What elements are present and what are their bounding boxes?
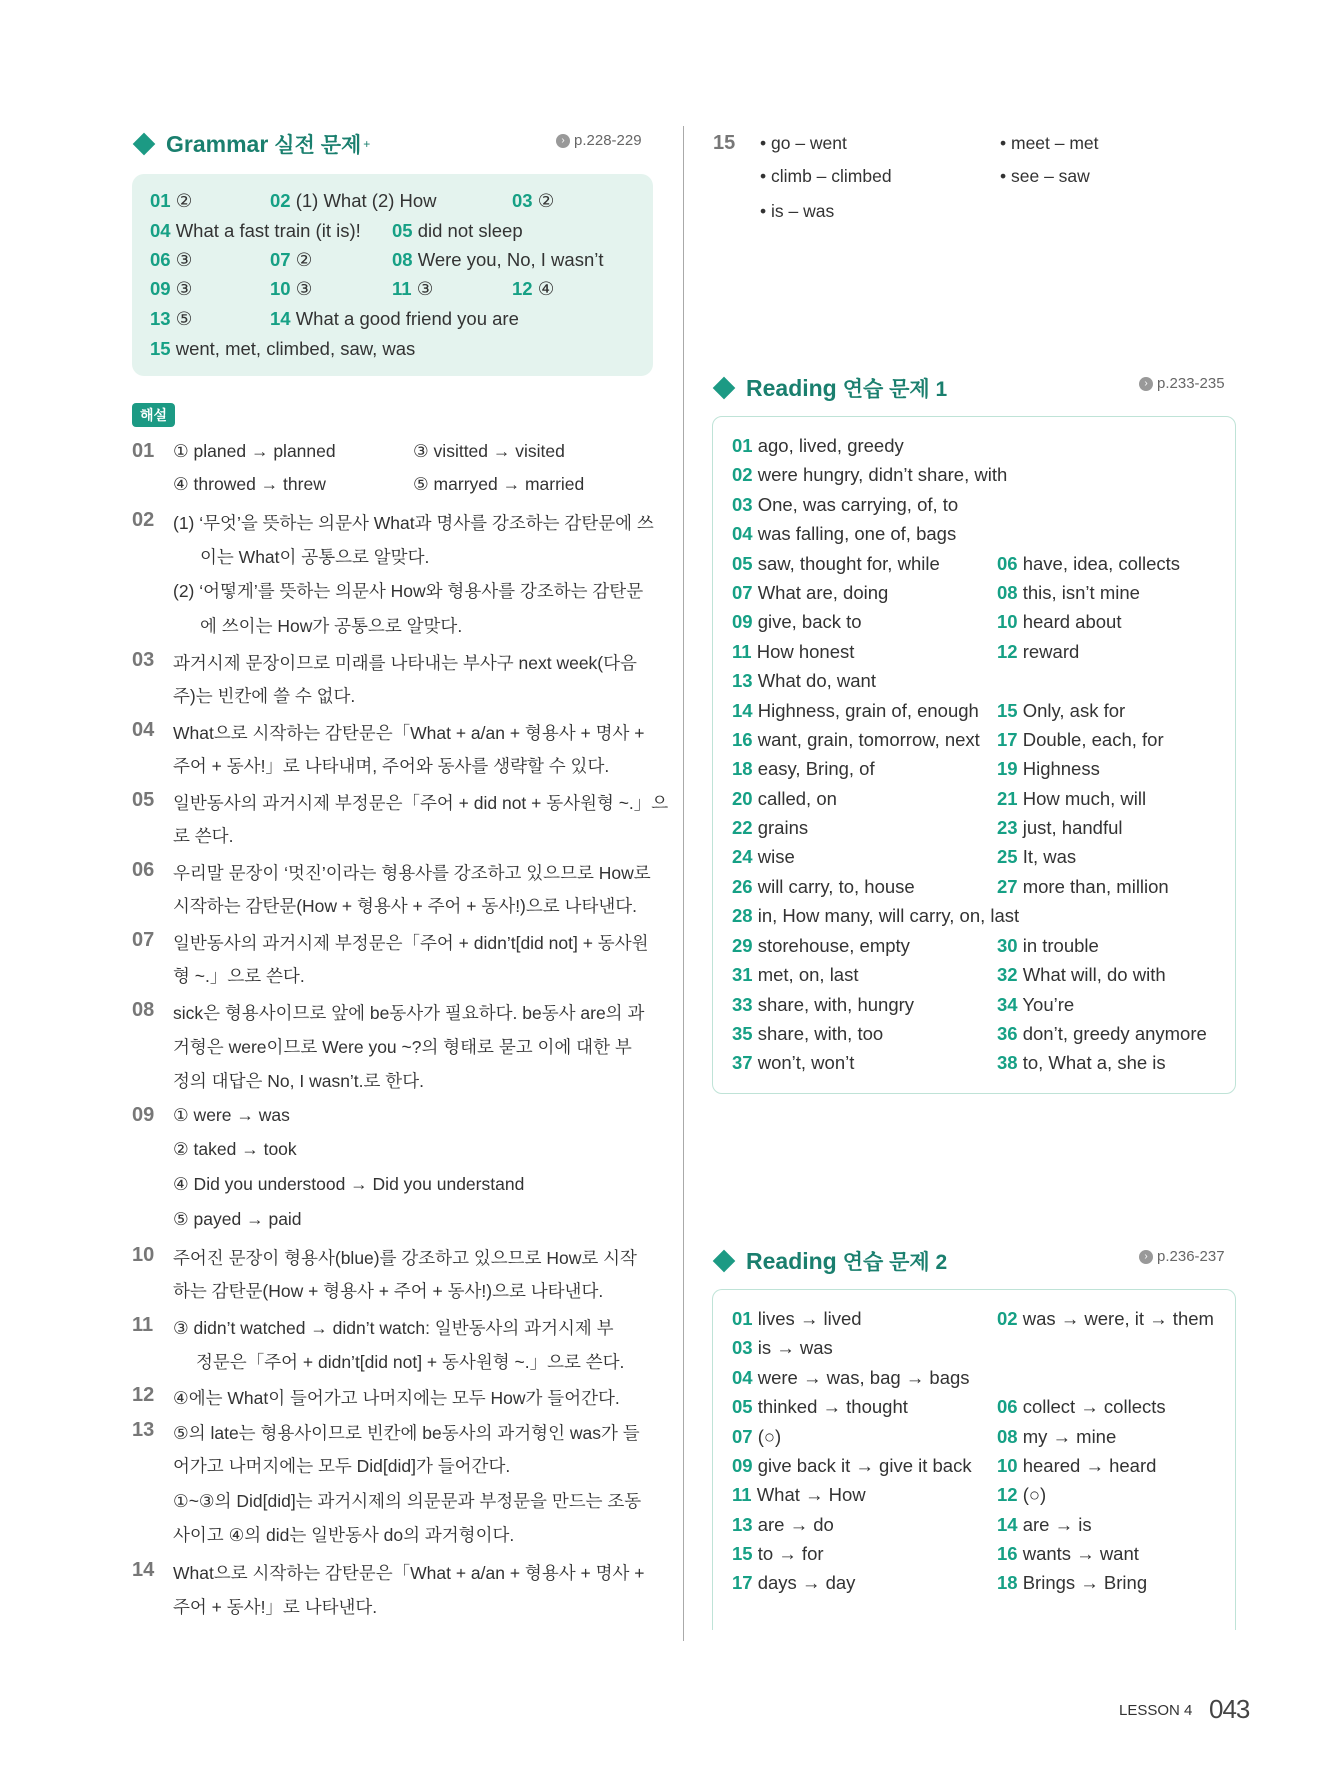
exp-number: 12 [132, 1384, 155, 1406]
arrow-circle-icon: › [1139, 377, 1153, 391]
reading-answer: 05 thinked → thought [732, 1396, 908, 1417]
reading-answer: 17 days → day [732, 1572, 856, 1593]
exp-line: ① planed → planned [173, 441, 336, 461]
reading1-page-ref [1139, 375, 1225, 392]
grammar-answer: 12 ④ [512, 278, 555, 299]
reading-answer: 28 in, How many, will carry, on, last [732, 905, 1020, 926]
reading-answer: 01 lives → lived [732, 1308, 862, 1329]
exp-line: 로 쓴다. [173, 826, 234, 846]
reading-answer: 11 What → How [732, 1484, 866, 1505]
reading-answer: 30 in trouble [997, 935, 1099, 956]
exp-line: 일반동사의 과거시제 부정문은「주어 + did not + 동사원형 ~.」으 [173, 793, 669, 813]
reading-answer: 02 were hungry, didn’t share, with [732, 464, 1008, 485]
reading-answer: 04 were → was, bag → bags [732, 1367, 970, 1388]
exp-number: 04 [132, 719, 155, 741]
exp-number: 06 [132, 859, 155, 881]
exp-line: 주)는 빈칸에 쓸 수 없다. [173, 686, 356, 706]
exp-line: ① were → was [173, 1105, 290, 1125]
reading-answer: 37 won’t, won’t [732, 1052, 855, 1073]
grammar-section-header [132, 129, 370, 159]
exp-line: 정의 대답은 No, I wasn’t.로 한다. [173, 1071, 424, 1091]
exp-number: 05 [132, 789, 155, 811]
page-number: 043 [1209, 1694, 1250, 1724]
reading-answer: 12 reward [997, 641, 1080, 662]
reading-answer: 07 (○) [732, 1426, 782, 1447]
exp-line: ③ didn’t watched → didn’t watch: 일반동사의 과거시제 부 [173, 1318, 614, 1338]
column-divider [683, 126, 684, 1641]
reading2-title: Reading [746, 1247, 837, 1274]
exp-number: 11 [132, 1314, 154, 1336]
reading-answer: 09 give back it → give it back [732, 1455, 972, 1476]
reading-answer: 38 to, What a, she is [997, 1052, 1166, 1073]
grammar-answer: 14 What a good friend you are [270, 308, 519, 329]
diamond-icon [713, 1250, 736, 1273]
reading-answer: 08 this, isn’t mine [997, 582, 1140, 603]
q15-item: • meet – met [1000, 133, 1099, 153]
exp-line: ② taked → took [173, 1139, 297, 1159]
grammar-answer: 09 ③ [150, 278, 193, 299]
grammar-page-ref-text: p.228-229 [574, 132, 642, 149]
exp-number: 07 [132, 929, 155, 951]
reading-answer: 14 are → is [997, 1514, 1092, 1535]
reading-answer: 12 (○) [997, 1484, 1047, 1505]
reading-answer: 21 How much, will [997, 788, 1147, 809]
exp-line: 과거시제 문장이므로 미래를 나타내는 부사구 next week(다음 [173, 653, 637, 673]
grammar-plus: + [363, 137, 371, 151]
reading-answer: 15 Only, ask for [997, 700, 1126, 721]
q15-number: 15 [713, 132, 736, 154]
reading-answer: 15 to → for [732, 1543, 824, 1564]
reading-answer: 20 called, on [732, 788, 837, 809]
diamond-icon [713, 377, 736, 400]
exp-line: 시작하는 감탄문(How + 형용사 + 주어 + 동사!)으로 나타낸다. [173, 896, 638, 916]
reading-answer: 18 Brings → Bring [997, 1572, 1148, 1593]
reading-answer: 05 saw, thought for, while [732, 553, 940, 574]
exp-line: 형 ~.」으로 쓴다. [173, 966, 305, 986]
exp-line: sick은 형용사이므로 앞에 be동사가 필요하다. be동사 are의 과 [173, 1003, 645, 1023]
reading-answer: 09 give, back to [732, 611, 862, 632]
reading-answer: 02 was → were, it → them [997, 1308, 1214, 1329]
exp-number: 03 [132, 649, 155, 671]
reading-answer: 35 share, with, too [732, 1023, 884, 1044]
exp-line: 거형은 were이므로 Were you ~?의 형태로 묻고 이에 대한 부 [173, 1037, 632, 1057]
exp-line: ⑤ payed → paid [173, 1209, 302, 1229]
reading-answer: 27 more than, million [997, 876, 1169, 897]
reading2-page-ref-text: p.236-237 [1157, 1248, 1225, 1265]
reading-answer: 16 want, grain, tomorrow, next [732, 729, 980, 750]
reading-answer: 03 One, was carrying, of, to [732, 494, 959, 515]
exp-line: 에 쓰이는 How가 공통으로 알맞다. [200, 616, 463, 636]
reading1-section-header [712, 373, 947, 403]
reading-answer: 17 Double, each, for [997, 729, 1164, 750]
exp-line: 주어 + 동사!」로 나타내며, 주어와 동사를 생략할 수 있다. [173, 756, 610, 776]
exp-line: ④ throwed → threw [173, 474, 326, 494]
q15-item: • see – saw [1000, 166, 1090, 186]
arrow-circle-icon: › [1139, 1250, 1153, 1264]
exp-line: 주어 + 동사!」로 나타낸다. [173, 1597, 378, 1617]
exp-line: 이는 What이 공통으로 알맞다. [200, 547, 430, 567]
reading-answer: 32 What will, do with [997, 964, 1166, 985]
reading1-subtitle: 연습 문제 1 [842, 378, 948, 401]
reading-answer: 22 grains [732, 817, 809, 838]
exp-number: 01 [132, 440, 155, 462]
exp-line: ⑤ marryed → married [413, 474, 585, 494]
exp-line: 우리말 문장이 ‘멋진’이라는 형용사를 강조하고 있으므로 How로 [173, 863, 651, 883]
reading-answer: 10 heard about [997, 611, 1122, 632]
grammar-answer: 07 ② [270, 249, 313, 270]
lesson-label: LESSON 4 [1119, 1702, 1193, 1719]
reading-answer: 29 storehouse, empty [732, 935, 910, 956]
exp-line: (2) ‘어떻게’를 뜻하는 의문사 How와 형용사를 강조하는 감탄문 [173, 581, 644, 601]
arrow-circle-icon: › [556, 134, 570, 148]
reading-answer: 23 just, handful [997, 817, 1123, 838]
exp-number: 09 [132, 1104, 155, 1126]
exp-line: 어가고 나머지에는 모두 Did[did]가 들어간다. [173, 1456, 511, 1476]
exp-line: ④에는 What이 들어가고 나머지에는 모두 How가 들어간다. [173, 1388, 620, 1408]
exp-line: ①~③의 Did[did]는 과거시제의 의문문과 부정문을 만드는 조동 [173, 1491, 642, 1511]
reading-answer: 03 is → was [732, 1337, 833, 1358]
exp-line: 하는 감탄문(How + 형용사 + 주어 + 동사!)으로 나타낸다. [173, 1281, 604, 1301]
reading-answer: 16 wants → want [997, 1543, 1139, 1564]
reading-answer: 36 don’t, greedy anymore [997, 1023, 1207, 1044]
reading1-page-ref-text: p.233-235 [1157, 375, 1225, 392]
grammar-answer: 01 ② [150, 190, 193, 211]
grammar-answer: 04 What a fast train (it is)! [150, 220, 361, 241]
reading-answer: 11 How honest [732, 641, 855, 662]
reading-answer: 31 met, on, last [732, 964, 859, 985]
q15-item: • is – was [760, 201, 835, 221]
exp-line: ⑤의 late는 형용사이므로 빈칸에 be동사의 과거형인 was가 들 [173, 1423, 640, 1443]
grammar-answer: 10 ③ [270, 278, 313, 299]
reading-answer: 04 was falling, one of, bags [732, 523, 957, 544]
reading2-page-ref [1139, 1248, 1225, 1265]
reading-answer: 13 What do, want [732, 670, 876, 691]
exp-line: What으로 시작하는 감탄문은「What + a/an + 형용사 + 명사 + [173, 723, 645, 743]
exp-number: 02 [132, 509, 155, 531]
explanation-badge: 해설 [132, 403, 175, 427]
reading-answer: 19 Highness [997, 758, 1100, 779]
reading1-answer-box [712, 416, 1236, 1094]
reading-answer: 13 are → do [732, 1514, 834, 1535]
grammar-subtitle: 실전 문제 [274, 134, 362, 157]
grammar-answer: 08 Were you, No, I wasn’t [392, 249, 604, 270]
reading-answer: 10 heared → heard [997, 1455, 1157, 1476]
grammar-answer: 11 ③ [392, 278, 434, 299]
grammar-answer: 02 (1) What (2) How [270, 190, 437, 211]
grammar-answer: 13 ⑤ [150, 308, 193, 329]
exp-number: 08 [132, 999, 155, 1021]
grammar-answer: 03 ② [512, 190, 555, 211]
reading-answer: 06 collect → collects [997, 1396, 1166, 1417]
reading2-subtitle: 연습 문제 2 [842, 1251, 948, 1274]
q15-item: • climb – climbed [760, 166, 892, 186]
exp-line: 정문은「주어 + didn’t[did not] + 동사원형 ~.」으로 쓴다. [196, 1352, 625, 1372]
grammar-title: Grammar [166, 130, 269, 157]
reading-answer: 34 You’re [997, 994, 1075, 1015]
diamond-icon [133, 133, 156, 156]
grammar-page-ref [556, 132, 642, 149]
reading-answer: 24 wise [732, 846, 795, 867]
grammar-answer: 06 ③ [150, 249, 193, 270]
exp-line: 사이고 ④의 did는 일반동사 do의 과거형이다. [173, 1525, 515, 1545]
reading-answer: 14 Highness, grain of, enough [732, 700, 979, 721]
exp-line: (1) ‘무엇’을 뜻하는 의문사 What과 명사를 강조하는 감탄문에 쓰 [173, 513, 654, 533]
reading-answer: 01 ago, lived, greedy [732, 435, 904, 456]
exp-line: 일반동사의 과거시제 부정문은「주어 + didn’t[did not] + 동사원 [173, 933, 649, 953]
reading-answer: 07 What are, doing [732, 582, 889, 603]
exp-line: 주어진 문장이 형용사(blue)를 강조하고 있으므로 How로 시작 [173, 1248, 637, 1268]
reading2-section-header [712, 1246, 947, 1276]
reading-answer: 25 It, was [997, 846, 1077, 867]
reading-answer: 06 have, idea, collects [997, 553, 1181, 574]
q15-item: • go – went [760, 133, 847, 153]
reading-answer: 08 my → mine [997, 1426, 1117, 1447]
reading-answer: 33 share, with, hungry [732, 994, 915, 1015]
exp-number: 10 [132, 1244, 155, 1266]
exp-number: 14 [132, 1559, 155, 1581]
reading-answer: 26 will carry, to, house [732, 876, 915, 897]
reading1-title: Reading [746, 374, 837, 401]
grammar-answer: 05 did not sleep [392, 220, 523, 241]
reading-answer: 18 easy, Bring, of [732, 758, 875, 779]
exp-line: ④ Did you understood → Did you understand [173, 1174, 525, 1194]
exp-line: What으로 시작하는 감탄문은「What + a/an + 형용사 + 명사 + [173, 1563, 645, 1583]
exp-number: 13 [132, 1419, 155, 1441]
grammar-answer: 15 went, met, climbed, saw, was [150, 338, 416, 359]
exp-line: ③ visitted → visited [413, 441, 565, 461]
